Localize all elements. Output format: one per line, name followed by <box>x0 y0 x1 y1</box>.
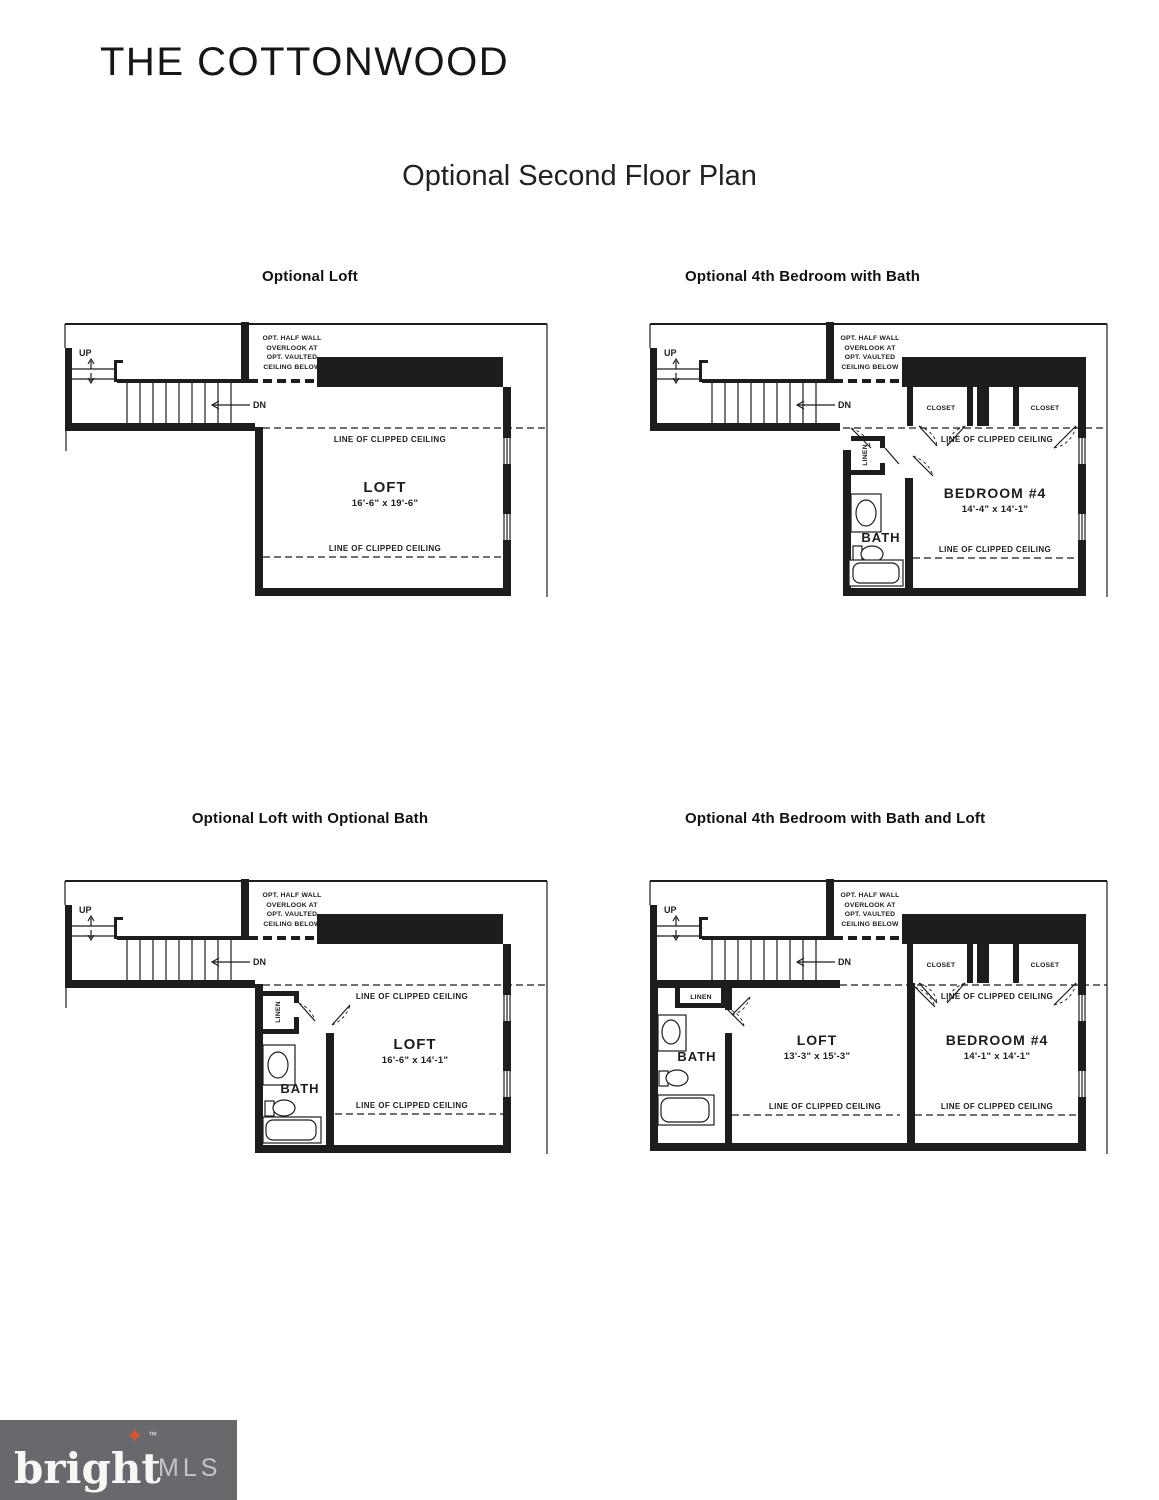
bath-label: BATH <box>861 530 901 545</box>
closet-label: CLOSET <box>926 405 956 412</box>
room-label: LOFT <box>393 1036 437 1053</box>
floor-plan-drawing <box>645 318 1145 603</box>
floor-plan-optional-4th-bedroom-with-bath <box>645 268 1145 608</box>
window <box>503 514 511 540</box>
bath-label: BATH <box>280 1081 320 1096</box>
clipped-ceiling-label: LINE OF CLIPPED CEILING <box>940 992 1054 1001</box>
window <box>1078 514 1086 540</box>
stairs <box>65 879 266 988</box>
window <box>1078 438 1086 464</box>
doors <box>299 1003 350 1025</box>
overlook-note <box>840 335 899 371</box>
room-label: BEDROOM #4 <box>945 1032 1049 1048</box>
clipped-ceiling-label: LINE OF CLIPPED CEILING <box>328 544 442 553</box>
room-dims: 14'-4" x 14'-1" <box>961 504 1029 515</box>
logo-mls-text: MLS <box>158 1454 222 1482</box>
room-label: BEDROOM #4 <box>943 485 1047 501</box>
room-dims: 14'-1" x 14'-1" <box>963 1051 1031 1062</box>
stairs <box>650 322 851 431</box>
plan-title: Optional Loft <box>262 268 358 285</box>
plan-title: Optional 4th Bedroom with Bath and Loft <box>685 810 986 827</box>
star-icon: ✦ <box>126 1425 144 1448</box>
overlook-note <box>262 892 321 928</box>
clipped-ceiling-label: LINE OF CLIPPED CEILING <box>940 1102 1054 1111</box>
clipped-ceiling-label: LINE OF CLIPPED CEILING <box>768 1102 882 1111</box>
bath-fixtures <box>658 1015 717 1125</box>
page-title: THE COTTONWOOD <box>100 40 510 84</box>
room-dims: 13'-3" x 15'-3" <box>783 1051 851 1062</box>
floor-plan-optional-4th-bedroom-with-bath-and-loft <box>645 810 1145 1150</box>
page-subtitle: Optional Second Floor Plan <box>402 160 757 192</box>
clipped-ceiling-label: LINE OF CLIPPED CEILING <box>333 435 447 444</box>
linen-label: LINEN <box>690 994 712 1001</box>
clipped-ceiling-label: LINE OF CLIPPED CEILING <box>938 545 1052 554</box>
room-label: LOFT <box>363 479 407 496</box>
doors <box>726 983 1076 1026</box>
window <box>503 995 511 1021</box>
floor-plan-optional-loft-with-optional-bath <box>60 810 560 1150</box>
floor-plan-optional-loft <box>60 268 560 608</box>
plan-title: Optional Loft with Optional Bath <box>191 810 429 827</box>
trademark-symbol: ™ <box>148 1430 157 1440</box>
floor-plan-drawing <box>60 875 560 1160</box>
window <box>503 438 511 464</box>
closet-label: CLOSET <box>1030 962 1060 969</box>
overlook-note <box>840 892 899 928</box>
window <box>1078 1071 1086 1097</box>
bath-label: BATH <box>677 1049 717 1064</box>
room-dims: 16'-6" x 19'-6" <box>351 498 419 509</box>
room-dims: 16'-6" x 14'-1" <box>381 1055 449 1066</box>
floor-plan-drawing <box>645 875 1145 1160</box>
clipped-ceiling-label: LINE OF CLIPPED CEILING <box>940 435 1054 444</box>
window <box>1078 995 1086 1021</box>
stairs <box>650 879 851 988</box>
closet-label: CLOSET <box>1030 405 1060 412</box>
floor-plan-drawing <box>60 318 560 603</box>
plan-title: Optional 4th Bedroom with Bath <box>685 268 921 285</box>
room-label: LOFT <box>796 1032 838 1048</box>
window <box>503 1071 511 1097</box>
linen-label: LINEN <box>862 444 869 466</box>
closet-label: CLOSET <box>926 962 956 969</box>
brand-logo <box>0 1420 237 1500</box>
clipped-ceiling-label: LINE OF CLIPPED CEILING <box>355 1101 469 1110</box>
clipped-ceiling-label: LINE OF CLIPPED CEILING <box>355 992 469 1001</box>
overlook-note <box>262 335 321 371</box>
linen-label: LINEN <box>275 1001 282 1023</box>
logo-wordmark: bright <box>14 1444 161 1493</box>
stairs <box>65 322 266 431</box>
